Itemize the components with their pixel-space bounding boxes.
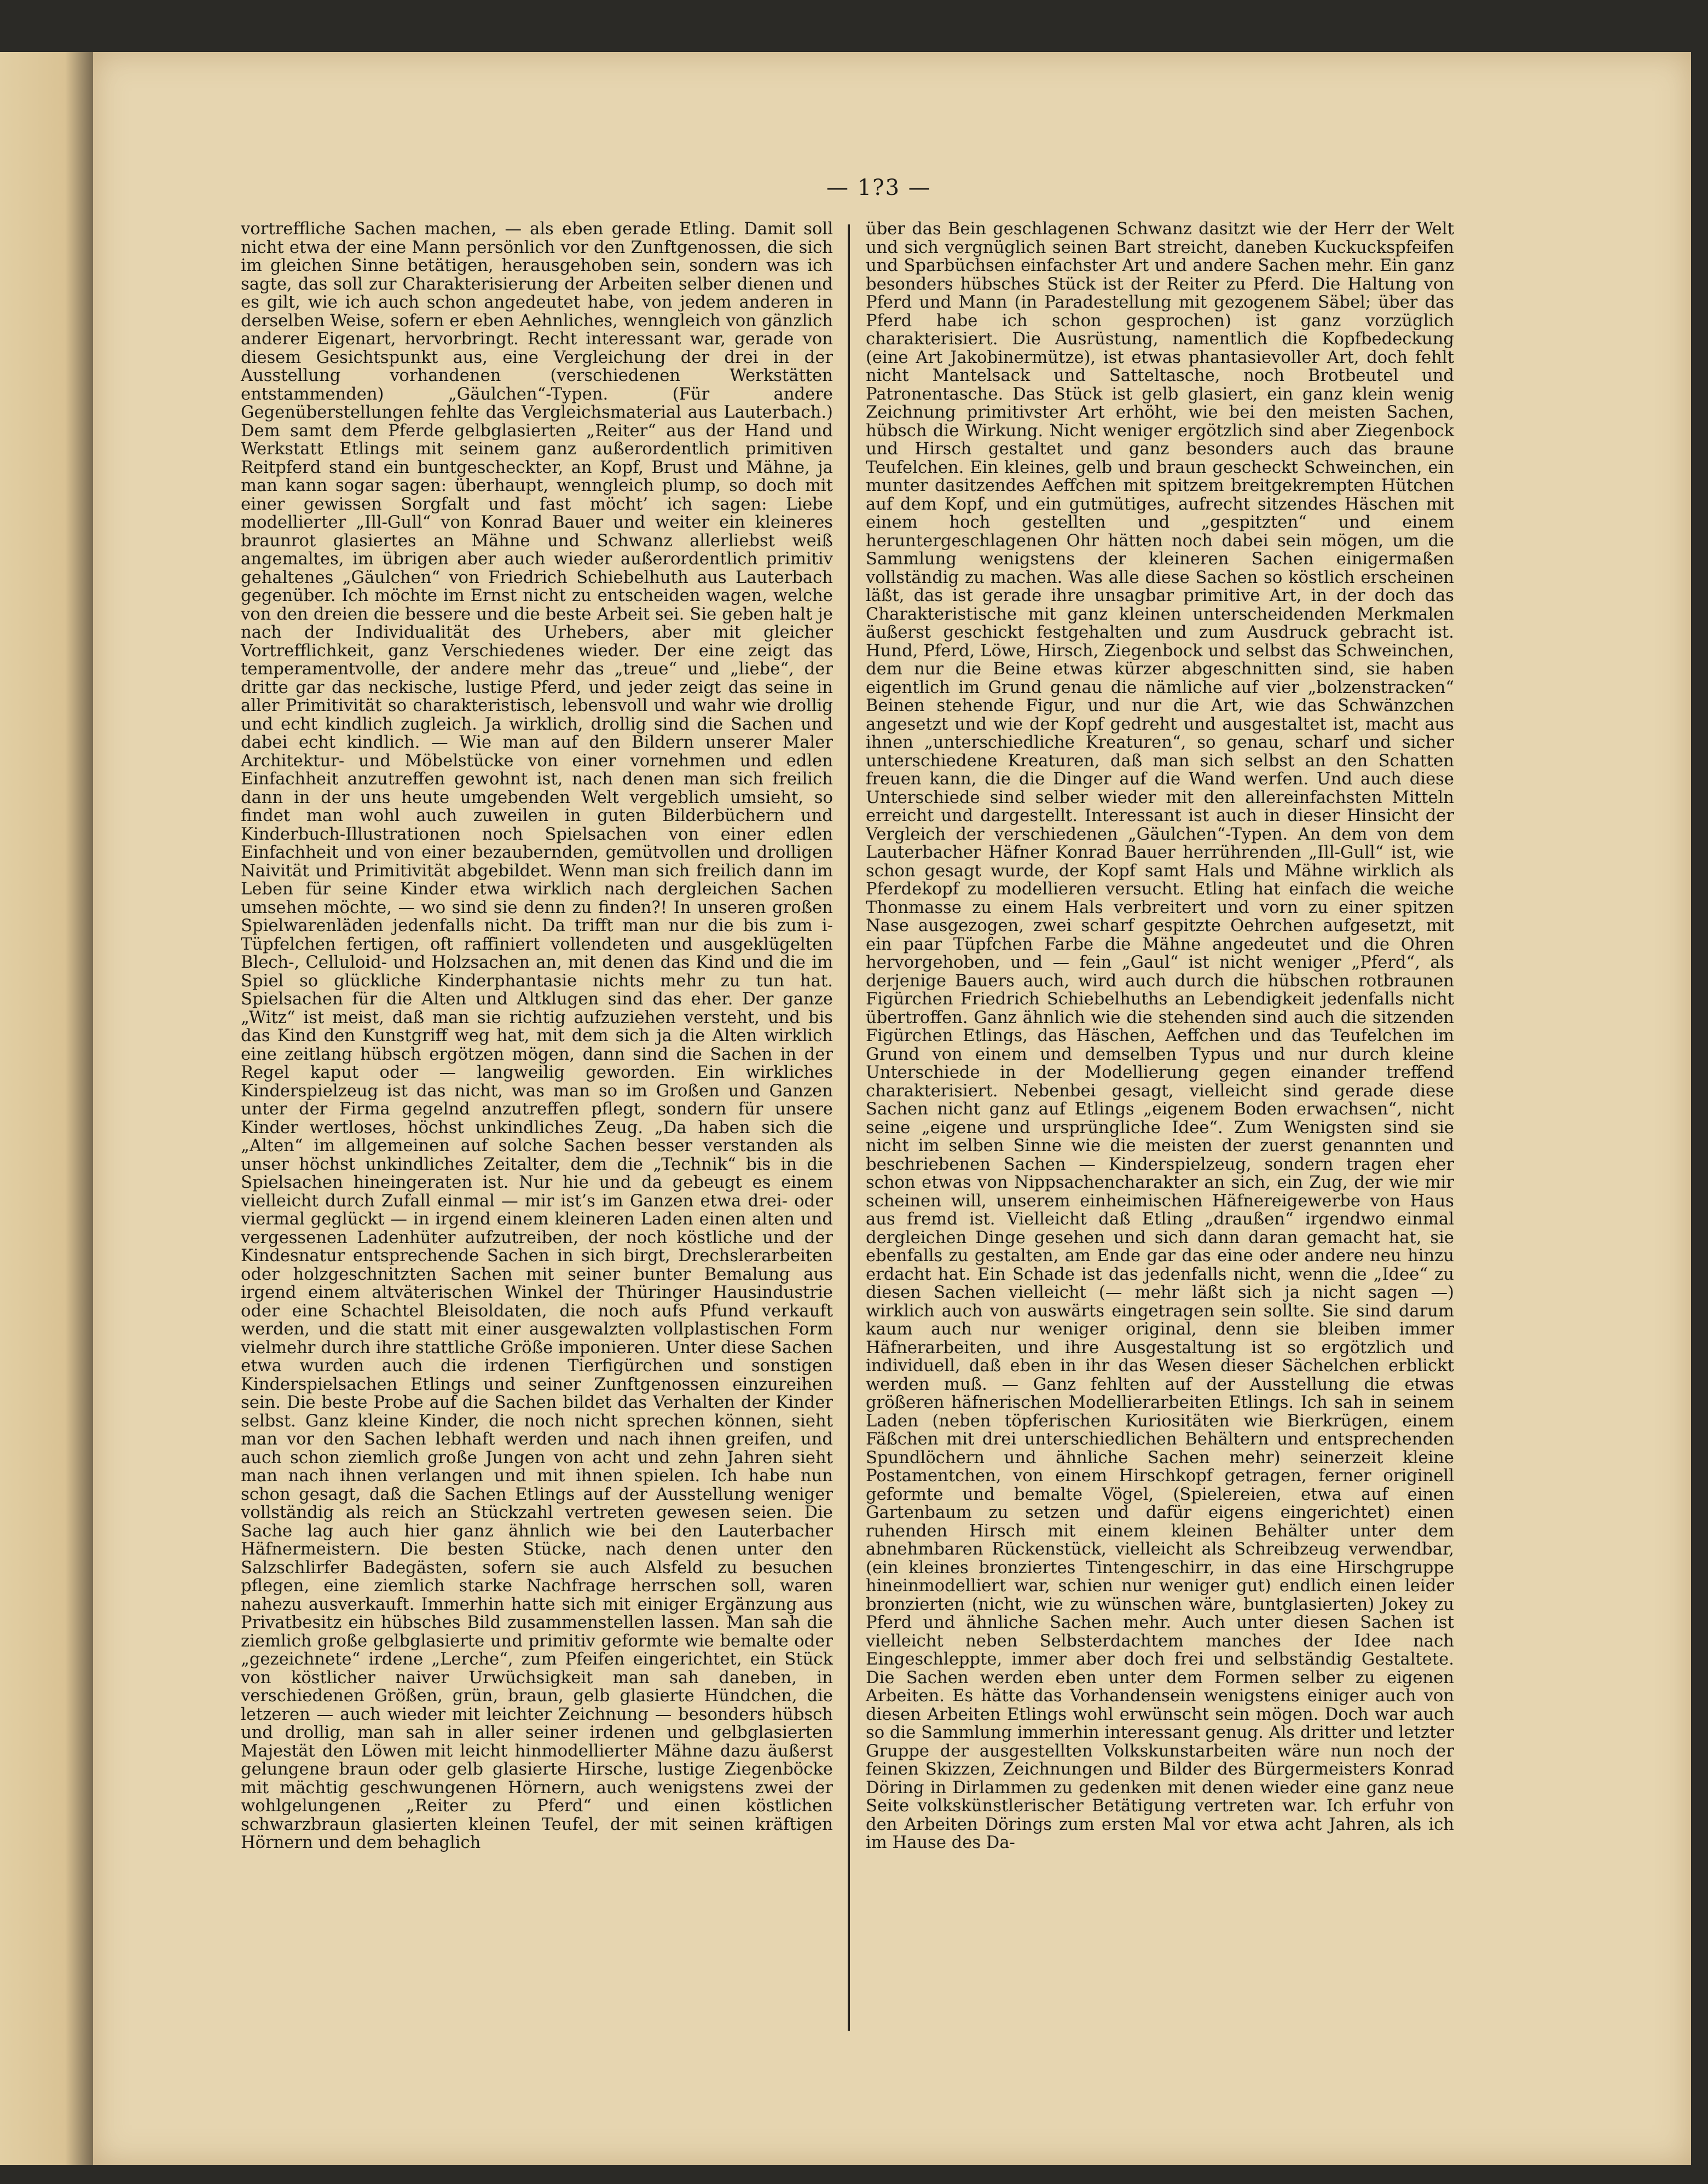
- text-column-left: [241, 220, 833, 1852]
- right-column-text: über das Bein geschlagenen Schwanz dasitzt wie der Herr der Welt und sich vergnüglich seinen Bart streicht, daneben Kuckuckspfeifen und Sparbüchsen einfachster Art und andere Sachen mehr. Ein ganz besonders hübsches Stück ist der Reiter zu Pferd. Die Haltung von Pferd und Mann (in Paradestellung mit gezogenem Säbel; über das Pferd habe ich schon gesprochen) ist ganz vorzüglich charakterisiert. Die Ausrüstung, namentlich die Kopfbedeckung (eine Art Jakobinermütze), ist etwas phantasievoller Art, doch fehlt nicht Mantelsack und Satteltasche, noch Brotbeutel und Patronentasche. Das Stück ist gelb glasiert, ein ganz klein wenig Zeichnung primitivster Art erhöht, wie bei den meisten Sachen, hübsch die Wirkung. Nicht weniger ergötzlich sind aber Ziegenbock und Hirsch gestaltet und ganz besonders auch das braune Teufelchen. Ein kleines, gelb und braun gescheckt Schweinchen, ein munter dasitzendes Aeffchen mit spitzem breitgekrempten Hütchen auf dem Kopf, und ein gutmütiges, aufrecht sitzendes Häschen mit einem hoch gestellten und „gespitzten“ und einem heruntergeschlagenen Ohr hätten noch dabei sein mögen, um die Sammlung wenigstens der kleineren Sachen einigermaßen vollständig zu machen. Was alle diese Sachen so köstlich erscheinen läßt, das ist gerade ihre unsagbar primitive Art, in der doch das Charakteristische mit ganz kleinen unterscheidenden Merkmalen äußerst geschickt festgehalten und zum Ausdruck gebracht ist. Hund, Pferd, Löwe, Hirsch, Ziegenbock und selbst das Schweinchen, dem nur die Beine etwas kürzer abgeschnitten sind, sie haben eigentlich im Grund genau die nämliche auf vier „bolzenstracken“ Beinen stehende Figur, und nur die Art, wie das Schwänzchen angesetzt und wie der Kopf gedreht und ausgestaltet ist, macht aus ihnen „unterschiedliche Kreaturen“, so genau, scharf und sicher unterschiedene Kreaturen, daß man sich selbst an den Schatten freuen kann, die die Dinger auf die Wand werfen. Und auch diese Unterschiede sind selber wieder mit den allereinfachsten Mitteln erreicht und dargestellt. Interessant ist auch in dieser Hinsicht der Vergleich der verschiedenen „Gäulchen“-Typen. An dem von dem Lauterbacher Häfner Konrad Bauer herrührenden „Ill-Gull“ ist, wie schon gesagt wurde, der Kopf samt Hals und Mähne wirklich als Pferdekopf zu modellieren versucht. Etling hat einfach die weiche Thonmasse zu einem Hals verbreitert und vorn zu einer spitzen Nase ausgezogen, zwei scharf gespitzte Oehrchen aufgesetzt, mit ein paar Tüpfchen Farbe die Mähne angedeutet und die Ohren hervorgehoben, und — fein „Gaul“ ist nicht weniger „Pferd“, als derjenige Bauers auch, wird auch durch die hübschen rotbraunen Figürchen Friedrich Schiebelhuths an Lebendigkeit jedenfalls nicht übertroffen. Ganz ähnlich wie die stehenden sind auch die sitzenden Figürchen Etlings, das Häschen, Aeffchen und das Teufelchen im Grund von einem und demselben Typus und nur durch kleine Unterschiede in der Modellierung gegen einander treffend charakterisiert. Nebenbei gesagt, vielleicht sind gerade diese Sachen nicht ganz auf Etlings „eigenem Boden erwachsen“, nicht seine „eigene und ursprüngliche Idee“. Zum Wenigsten sind sie nicht im selben Sinne wie die meisten der zuerst genannten und beschriebenen Sachen — Kinderspielzeug, sondern tragen eher schon etwas von Nippsachencharakter an sich, ein Zug, der wie mir scheinen will, unserem einheimischen Häfnereigewerbe von Haus aus fremd ist. Vielleicht daß Etling „draußen“ irgendwo einmal dergleichen Dinge gesehen und sich dann daran gemacht hat, sie ebenfalls zu gestalten, am Ende gar das eine oder andere neu hinzu erdacht hat. Ein Schade ist das jedenfalls nicht, wenn die „Idee“ zu diesen Sachen vielleicht (— mehr läßt sich ja nicht sagen —) wirklich auch von auswärts eingetragen sein sollte. Sie sind darum kaum auch nur weniger original, denn sie bleiben immer Häfnerarbeiten, und ihre Ausgestaltung ist so ergötzlich und individuell, daß eben in ihr das Wesen dieser Sächelchen erblickt werden muß. — Ganz fehlten auf der Ausstellung die etwas größeren häfnerischen Modellierarbeiten Etlings. Ich sah in seinem Laden (neben töpferischen Kuriositäten wie Bierkrügen, einem Fäßchen mit drei unterschiedlichen Behältern und entsprechenden Spundlöchern und ähnliche Sachen mehr) seinerzeit kleine Postamentchen, von einem Hirschkopf getragen, ferner originell geformte und bemalte Vögel, (Spielereien, etwa auf einen Gartenbaum zu setzen und dafür eigens eingerichtet) einen ruhenden Hirsch mit einem kleinen Behälter unter dem abnehmbaren Rückenstück, vielleicht als Schreibzeug verwendbar, (ein kleines bronziertes Tintengeschirr, in das eine Hirschgruppe hineinmodelliert war, schien nur weniger gut) endlich einen leider bronzierten (nicht, wie zu wünschen wäre, buntglasierten) Jokey zu Pferd und ähnliche Sachen mehr. Auch unter diesen Sachen ist vielleicht neben Selbsterdachtem manches der Idee nach Eingeschleppte, immer aber doch frei und selbständig Gestaltete. Die Sachen werden eben unter dem Formen selber zu eigenen Arbeiten. Es hätte das Vorhandensein wenigstens einiger auch von diesen Arbeiten Etlings wohl erwünscht sein mögen. Doch war auch so die Sammlung immerhin interessant genug. Als dritter und letzter Gruppe der ausgestellten Volkskunstarbeiten wäre nun noch der feinen Skizzen, Zeichnungen und Bilder des Bürgermeisters Konrad Döring in Dirlammen zu gedenken mit denen wieder eine ganz neue Seite volkskünstlerischer Betätigung vertreten war. Ich erfuhr von den Arbeiten Dörings zum ersten Mal vor etwa acht Jahren, als ich im Hause des Da-: [866, 219, 1454, 1852]
- page-number: — 1?3 —: [826, 175, 931, 200]
- text-column-right: [866, 220, 1454, 1852]
- previous-page-edge: [0, 52, 93, 2165]
- column-divider: [848, 224, 850, 2031]
- left-column-text: vortreffliche Sachen machen, — als eben gerade Etling. Damit soll nicht etwa der eine Mann persönlich vor den Zunftgenossen, die sich im gleichen Sinne betätigen, herausgehoben sein, sondern was ich sagte, das soll zur Charakterisierung der Arbeiten selber dienen und es gilt, wie ich auch schon angedeutet habe, von jedem anderen in derselben Weise, sofern er eben Aehnliches, wenngleich von gänzlich anderer Eigenart, hervorbringt. Recht interessant war, gerade von diesem Gesichtspunkt aus, eine Vergleichung der drei in der Ausstellung vorhandenen (verschiedenen Werkstätten entstammenden) „Gäulchen“-Typen. (Für andere Gegenüberstellungen fehlte das Vergleichsmaterial aus Lauterbach.) Dem samt dem Pferde gelbglasierten „Reiter“ aus der Hand und Werkstatt Etlings mit seinem ganz außerordentlich primitiven Reitpferd stand ein buntgescheckter, an Kopf, Brust und Mähne, ja man kann sogar sagen: überhaupt, wenngleich plump, so doch mit einer gewissen Sorgfalt und fast möcht’ ich sagen: Liebe modellierter „Ill-Gull“ von Konrad Bauer und weiter ein kleineres braunrot glasiertes an Mähne und Schwanz allerliebst weiß angemaltes, im übrigen aber auch wieder außerordentlich primitiv gehaltenes „Gäulchen“ von Friedrich Schiebelhuth aus Lauterbach gegenüber. Ich möchte im Ernst nicht zu entscheiden wagen, welche von den dreien die bessere und die beste Arbeit sei. Sie geben halt je nach der Individualität des Urhebers, aber mit gleicher Vortrefflichkeit, ganz Verschiedenes wieder. Der eine zeigt das temperamentvolle, der andere mehr das „treue“ und „liebe“, der dritte gar das neckische, lustige Pferd, und jeder zeigt das seine in aller Primitivität so charakteristisch, lebensvoll und wahr wie drollig und echt kindlich zugleich. Ja wirklich, drollig sind die Sachen und dabei echt kindlich. — Wie man auf den Bildern unserer Maler Architektur- und Möbelstücke von einer vornehmen und edlen Einfachheit anzutreffen gewohnt ist, nach denen man sich freilich dann in der uns heute umgebenden Welt vergeblich umsieht, so findet man wohl auch zuweilen in guten Bilderbüchern und Kinderbuch-Illustrationen noch Spielsachen von einer edlen Einfachheit und von einer bezaubernden, gemütvollen und drolligen Naivität und Primitivität abgebildet. Wenn man sich freilich dann im Leben für seine Kinder etwa wirklich nach dergleichen Sachen umsehen möchte, — wo sind sie denn zu finden?! In unseren großen Spielwarenläden jedenfalls nicht. Da trifft man nur die bis zum i-Tüpfelchen fertigen, oft raffiniert vollendeten und ausgeklügelten Blech-, Celluloid- und Holzsachen an, mit denen das Kind und die im Spiel so glückliche Kinderphantasie nichts mehr zu tun hat. Spielsachen für die Alten und Altklugen sind das eher. Der ganze „Witz“ ist meist, daß man sie richtig aufzuziehen versteht, und bis das Kind den Kunstgriff weg hat, mit dem sich ja die Alten wirklich eine zeitlang hübsch ergötzen mögen, dann sind die Sachen in der Regel kaput oder — langweilig geworden. Ein wirkliches Kinderspielzeug ist das nicht, was man so im Großen und Ganzen unter der Firma gegelnd anzutreffen pflegt, sondern für unsere Kinder wertloses, höchst unkindliches Zeug. „Da haben sich die „Alten“ im allgemeinen auf solche Sachen besser verstanden als unser höchst unkindliches Zeitalter, dem die „Technik“ bis in die Spielsachen hineingeraten ist. Nur hie und da gebeugt es einem vielleicht durch Zufall einmal — mir ist’s im Ganzen etwa drei- oder viermal geglückt — in irgend einem kleineren Laden einen alten und vergessenen Ladenhüter aufzutreiben, der noch köstliche und der Kindesnatur entsprechende Sachen in sich birgt, Drechslerarbeiten oder holzgeschnitzten Sachen mit seiner bunter Bemalung aus irgend einem altväterischen Winkel der Thüringer Hausindustrie oder eine Schachtel Bleisoldaten, die noch aufs Pfund verkauft werden, und die statt mit einer ausgewalzten vollplastischen Form vielmehr durch ihre stattliche Größe imponieren. Unter diese Sachen etwa wurden auch die irdenen Tierfigürchen und sonstigen Kinderspielsachen Etlings und seiner Zunftgenossen einzureihen sein. Die beste Probe auf die Sachen bildet das Verhalten der Kinder selbst. Ganz kleine Kinder, die noch nicht sprechen können, sieht man vor den Sachen lebhaft werden und nach ihnen greifen, und auch schon ziemlich große Jungen von acht und zehn Jahren sieht man nach ihnen verlangen und mit ihnen spielen. Ich habe nun schon gesagt, daß die Sachen Etlings auf der Ausstellung weniger vollständig als reich an Stückzahl vertreten gewesen seien. Die Sache lag auch hier ganz ähnlich wie bei den Lauterbacher Häfnermeistern. Die besten Stücke, nach denen unter den Salzschlirfer Badegästen, sofern sie auch Alsfeld zu besuchen pflegen, eine ziemlich starke Nachfrage herrschen soll, waren nahezu ausverkauft. Immerhin hatte sich mit einiger Ergänzung aus Privatbesitz ein hübsches Bild zusammenstellen lassen. Man sah die ziemlich große gelbglasierte und primitiv geformte wie bemalte oder „gezeichnete“ irdene „Lerche“, zum Pfeifen eingerichtet, ein Stück von köstlicher naiver Urwüchsigkeit man sah daneben, in verschiedenen Größen, grün, braun, gelb glasierte Hündchen, die letzeren — auch wieder mit leichter Zeichnung — besonders hübsch und drollig, man sah in aller seiner irdenen und gelbglasierten Majestät den Löwen mit leicht hinmodellierter Mähne dazu äußerst gelungene braun oder gelb glasierte Hirsche, lustige Ziegenböcke mit mächtig geschwungenen Hörnern, auch wenigstens zwei der wohlgelungenen „Reiter zu Pferd“ und einen köstlichen schwarzbraun glasierten kleinen Teufel, der mit seinen kräftigen Hörnern und dem behaglich: [241, 219, 833, 1852]
